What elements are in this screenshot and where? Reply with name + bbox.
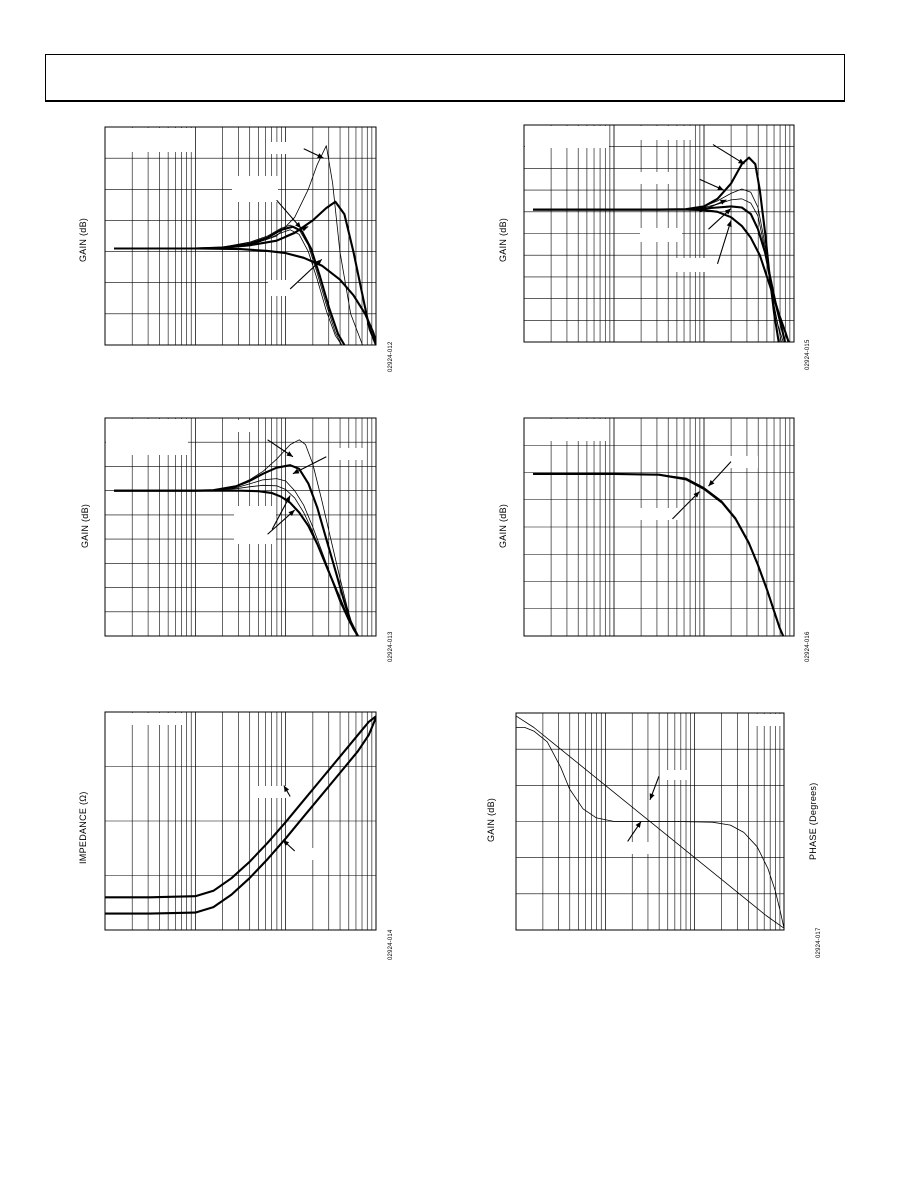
annotation-area [664, 770, 690, 780]
series-line-2 [516, 728, 784, 929]
pointer-arrow [628, 822, 641, 842]
y-axis-label-4: GAIN (dB) [498, 503, 508, 548]
y-axis-label-3: GAIN (dB) [80, 503, 90, 548]
series-line-1 [516, 716, 784, 928]
y-axis-label-5: IMPEDANCE (Ω) [78, 791, 88, 864]
figure-code-3: 02924-013 [388, 631, 394, 662]
y2-axis-label-6: PHASE (Degrees) [808, 782, 818, 860]
y-axis-label-1: GAIN (dB) [78, 217, 88, 262]
figure-code-2: 02924-015 [805, 339, 811, 370]
figure-code-1: 02924-012 [388, 341, 394, 372]
figure-code-4: 02924-016 [805, 631, 811, 662]
figure-code-6: 02924-017 [816, 927, 822, 958]
pointer-arrow [650, 776, 659, 800]
annotation-area [752, 714, 782, 726]
annotation-area [616, 842, 656, 854]
figure-code-5: 02924-014 [388, 929, 394, 960]
y-axis-label-2: GAIN (dB) [498, 217, 508, 262]
y-axis-label-6: GAIN (dB) [486, 797, 496, 842]
